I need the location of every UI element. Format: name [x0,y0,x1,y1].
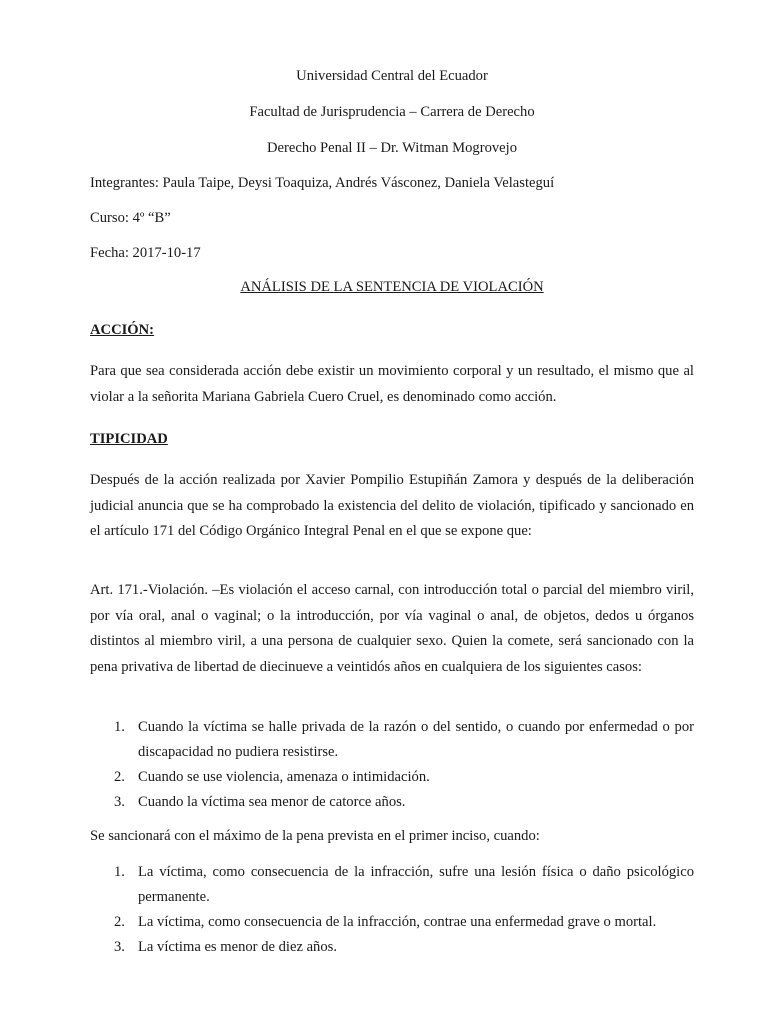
list-item-text: Cuando la víctima sea menor de catorce años. [138,794,406,810]
document-title: ANÁLISIS DE LA SENTENCIA DE VIOLACIÓN [240,279,544,295]
cases-list [90,715,694,815]
list-item-text: Cuando se use violencia, amenaza o intimidación. [138,769,430,785]
section-heading-tipicidad: TIPICIDAD [90,431,168,447]
list-item [90,910,694,935]
course-line: Curso: 4º “B” [90,210,171,226]
list-item-text: La víctima, como consecuencia de la infracción, contrae una enfermedad grave o mortal. [138,914,657,930]
list-item-number: 3. [114,794,125,810]
list-item-number: 2. [114,769,125,785]
article-171-paragraph: Art. 171.-Violación. –Es violación el acceso carnal, con introducción total o parcial del miembro viril, por vía oral, anal o vaginal; o la introducción, por vía vaginal o anal, de objetos, dedos u órganos distintos al miembro viril, a una persona de cualquier sexo. Quien la comete, será sancionado con la pena privativa de libertad de diecinueve a veintidós años en cualquiera de los siguientes casos: [90,582,694,675]
list-item [90,715,694,765]
max-penalty-line: Se sancionará con el máximo de la pena prevista en el primer inciso, cuando: [90,828,540,844]
list-item [90,860,694,910]
list-item-number: 1. [114,719,125,735]
course-subject: Derecho Penal II – Dr. Witman Mogrovejo [266,140,517,156]
date-line: Fecha: 2017-10-17 [90,245,201,261]
list-item [90,790,694,815]
list-item [90,935,694,960]
tipicidad-paragraph: Después de la acción realizada por Xavier Pompilio Estupiñán Zamora y después de la deliberación judicial anuncia que se ha comprobado la existencia del delito de violación, tipificado y sancionado en el artículo 171 del Código Orgánico Integral Penal en el que se expone que: [90,472,694,539]
university-name: Universidad Central del Ecuador [296,68,488,84]
list-item-number: 1. [114,864,125,880]
list-item-number: 2. [114,914,125,930]
members-line: Integrantes: Paula Taipe, Deysi Toaquiza, Andrés Vásconez, Daniela Velasteguí [90,175,555,191]
list-item-text: La víctima es menor de diez años. [138,939,337,955]
accion-paragraph: Para que sea considerada acción debe existir un movimiento corporal y un resultado, el mismo que al violar a la señorita Mariana Gabriela Cuero Cruel, es denominado como acción. [90,363,694,405]
list-item-number: 3. [114,939,125,955]
list-item-text: Cuando la víctima se halle privada de la razón o del sentido, o cuando por enfermedad o por discapacidad no pudiera resistirse. [138,719,694,760]
faculty-name: Facultad de Jurisprudencia – Carrera de Derecho [249,104,535,120]
aggravating-list [90,860,694,960]
list-item [90,765,694,790]
list-item-text: La víctima, como consecuencia de la infracción, sufre una lesión física o daño psicológico permanente. [138,864,694,905]
section-heading-accion: ACCIÓN: [90,322,155,338]
